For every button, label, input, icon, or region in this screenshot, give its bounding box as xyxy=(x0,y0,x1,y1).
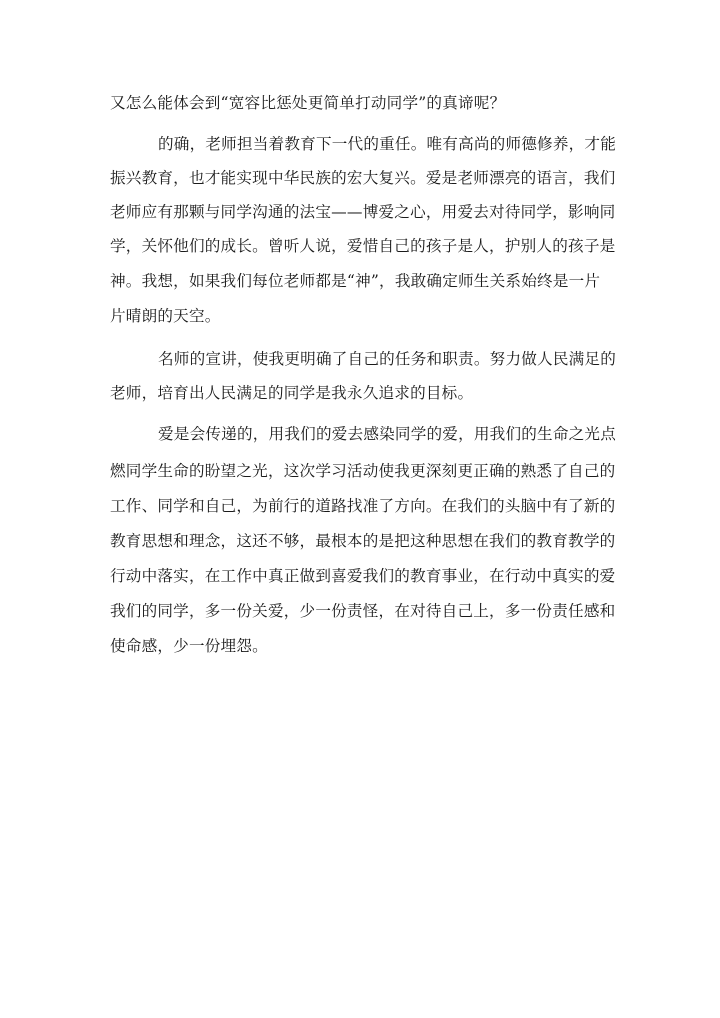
text-line: 片晴朗的天空。 xyxy=(110,307,221,325)
text-line: 燃同学生命的盼望之光，这次学习活动使我更深刻更正确的熟悉了自己的 xyxy=(110,462,616,480)
text-line: 又怎么能体会到“宽容比惩处更简单打动同学”的真谛呢？ xyxy=(110,94,506,112)
text-line: 学，关怀他们的成长。曾听人说，爱惜自己的孩子是人，护别人的孩子是 xyxy=(110,237,616,255)
text-line: 工作、同学和自己，为前行的道路找准了方向。在我们的头脑中有了新的 xyxy=(110,497,616,515)
text-line: 使命感，少一份埋怨。 xyxy=(110,637,268,655)
paragraph-first-line: 名师的宣讲，使我更明确了自己的任务和职责。努力做人民满足的 xyxy=(158,350,617,368)
text-line: 振兴教育，也才能实现中华民族的宏大复兴。爱是老师漂亮的语言，我们 xyxy=(110,169,616,187)
text-line: 神。我想，如果我们每位老师都是“神”，我敢确定师生关系始终是一片 xyxy=(110,272,601,290)
text-line: 教育思想和理念，这还不够，最根本的是把这种思想在我们的教育教学的 xyxy=(110,532,616,550)
text-line: 我们的同学，多一份关爱，少一份责怪，在对待自己上，多一份责任感和 xyxy=(110,602,616,620)
text-line: 老师，培育出人民满足的同学是我永久追求的目标。 xyxy=(110,384,474,402)
text-line: 老师应有那颗与同学沟通的法宝——博爱之心，用爱去对待同学，影响同 xyxy=(110,203,616,221)
paragraph-first-line: 爱是会传递的，用我们的爱去感染同学的爱，用我们的生命之光点 xyxy=(158,425,617,443)
paragraph-first-line: 的确，老师担当着教育下一代的重任。唯有高尚的师德修养，才能 xyxy=(158,135,617,153)
text-line: 行动中落实，在工作中真正做到喜爱我们的教育事业，在行动中真实的爱 xyxy=(110,567,616,585)
